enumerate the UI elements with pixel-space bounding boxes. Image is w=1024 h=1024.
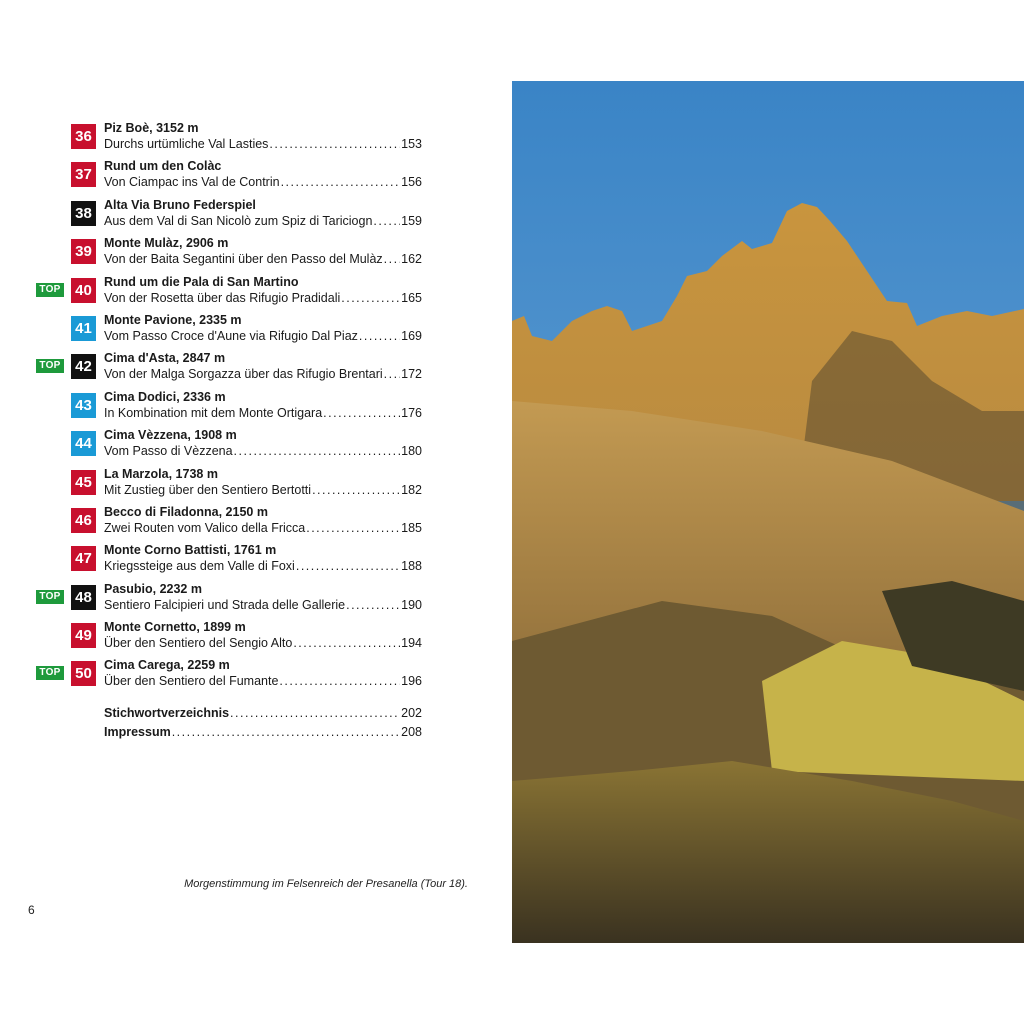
tour-subtitle-line (104, 137, 422, 152)
leader-dots (359, 329, 400, 344)
tour-page-number: 169 (401, 328, 422, 343)
toc-entry[interactable] (36, 313, 426, 351)
toc-entry[interactable] (36, 658, 426, 696)
tour-subtitle: Von der Rosetta über das Rifugio Pradidali (104, 290, 341, 305)
tour-number-badge: 47 (71, 546, 96, 571)
index-label: Stichwortverzeichnis (104, 706, 230, 720)
tour-title: Piz Boè, 3152 m (104, 121, 199, 135)
leader-dots (293, 636, 400, 651)
toc-entry[interactable] (36, 620, 426, 658)
leader-dots (230, 706, 400, 721)
tour-page-number: 188 (401, 559, 422, 574)
toc-entry[interactable] (36, 428, 426, 466)
tour-number-badge: 43 (71, 393, 96, 418)
imprint-entry[interactable] (104, 725, 422, 740)
tour-page-number: 196 (401, 674, 422, 689)
tour-page-number: 156 (401, 175, 422, 190)
tour-number-badge: 45 (71, 470, 96, 495)
tour-title: Monte Pavione, 2335 m (104, 312, 242, 327)
tour-subtitle-line (104, 559, 422, 574)
tour-title: Cima Carega, 2259 m (104, 658, 230, 673)
tour-number-badge: 49 (71, 623, 96, 648)
tour-subtitle: Vom Passo Croce d'Aune via Rifugio Dal Piaz (104, 328, 358, 343)
tour-page-number: 159 (401, 213, 422, 228)
tour-number-badge: 48 (71, 585, 96, 610)
tour-title: La Marzola, 1738 m (104, 466, 218, 481)
toc-entry[interactable] (36, 351, 426, 389)
tour-title: Cima Vèzzena, 1908 m (104, 428, 237, 443)
tour-number-badge: 36 (71, 124, 96, 149)
photo-caption: Morgenstimmung im Felsenreich der Presanella (Tour 18). (184, 878, 468, 890)
tour-title: Monte Cornetto, 1899 m (104, 620, 246, 635)
tour-subtitle-line (104, 444, 422, 459)
imprint-label: Impressum (104, 725, 171, 739)
tour-number-badge: 44 (71, 431, 96, 456)
top-badge: TOP (36, 283, 64, 297)
tour-subtitle-line (104, 291, 422, 306)
tour-title: Pasubio, 2232 m (104, 581, 202, 596)
tour-title: Monte Corno Battisti, 1761 m (104, 543, 277, 558)
tour-page-number: 194 (401, 636, 422, 651)
tour-title: Alta Via Bruno Federspiel (104, 197, 256, 212)
tour-subtitle: Zwei Routen vom Valico della Fricca (104, 520, 306, 535)
tour-subtitle-line (104, 406, 422, 421)
tour-subtitle: Über den Sentiero del Fumante (104, 674, 279, 689)
tour-subtitle-line (104, 252, 422, 267)
leader-dots (234, 444, 401, 459)
mountain-photo (512, 81, 1024, 943)
tour-title: Monte Mulàz, 2906 m (104, 236, 229, 251)
tour-title: Rund um die Pala di San Martino (104, 274, 299, 289)
tour-page-number: 165 (401, 290, 422, 305)
mountain-illustration (512, 81, 1024, 943)
toc-entry[interactable] (36, 543, 426, 581)
toc-entry[interactable] (36, 505, 426, 543)
tour-subtitle: Kriegssteige aus dem Valle di Foxi (104, 559, 295, 574)
leader-dots (341, 291, 400, 306)
tour-subtitle-line (104, 329, 422, 344)
leader-dots (373, 214, 400, 229)
tour-subtitle: Von der Malga Sorgazza über das Rifugio Brentari (104, 367, 383, 382)
tour-page-number: 180 (401, 444, 422, 459)
index-entry[interactable] (104, 706, 422, 721)
top-badge: TOP (36, 590, 64, 604)
leader-dots (384, 252, 400, 267)
tour-page-number: 153 (401, 137, 422, 151)
tour-subtitle: In Kombination mit dem Monte Ortigara (104, 405, 323, 420)
tour-subtitle-line (104, 674, 422, 689)
table-of-contents (36, 121, 426, 697)
tour-subtitle: Von der Baita Segantini über den Passo del Mulàz (104, 252, 383, 267)
tour-number-badge: 42 (71, 354, 96, 379)
leader-dots (312, 483, 400, 498)
leader-dots (296, 559, 400, 574)
tour-page-number: 176 (401, 405, 422, 420)
tour-subtitle: Durchs urtümliche Val Lasties (104, 137, 269, 151)
tour-page-number: 185 (401, 520, 422, 535)
top-badge: TOP (36, 359, 64, 373)
leader-dots (323, 406, 400, 421)
tour-title: Rund um den Colàc (104, 159, 222, 174)
toc-entry[interactable] (36, 236, 426, 274)
tour-page-number: 172 (401, 367, 422, 382)
tour-number-badge: 50 (71, 661, 96, 686)
tour-title: Becco di Filadonna, 2150 m (104, 504, 268, 519)
tour-subtitle: Aus dem Val di San Nicolò zum Spiz di Tariciogn (104, 213, 373, 228)
leader-dots (384, 367, 401, 382)
tour-subtitle: Sentiero Falcipieri und Strada delle Gallerie (104, 597, 346, 612)
toc-entry[interactable] (36, 275, 426, 313)
index-page: 202 (401, 706, 422, 720)
tour-page-number: 190 (401, 597, 422, 612)
top-badge: TOP (36, 666, 64, 680)
tour-number-badge: 39 (71, 239, 96, 264)
tour-number-badge: 46 (71, 508, 96, 533)
toc-entry[interactable] (36, 467, 426, 505)
tour-subtitle: Über den Sentiero del Sengio Alto (104, 636, 293, 651)
page-number: 6 (28, 903, 35, 917)
tour-subtitle-line (104, 598, 422, 613)
leader-dots (281, 175, 401, 190)
leader-dots (346, 598, 400, 613)
tour-subtitle-line (104, 521, 422, 536)
toc-entry[interactable] (36, 198, 426, 236)
tour-subtitle-line (104, 636, 422, 651)
tour-page-number: 182 (401, 482, 422, 497)
leader-dots (279, 674, 400, 689)
tour-subtitle-line (104, 214, 422, 229)
tour-number-badge: 41 (71, 316, 96, 341)
toc-entry[interactable] (36, 159, 426, 197)
tour-subtitle-line (104, 483, 422, 498)
tour-number-badge: 38 (71, 201, 96, 226)
leader-dots (269, 137, 400, 152)
toc-entry[interactable] (36, 390, 426, 428)
tour-subtitle: Von Ciampac ins Val de Contrin (104, 175, 280, 190)
leader-dots (306, 521, 400, 536)
tour-number-badge: 40 (71, 278, 96, 303)
tour-subtitle-line (104, 175, 422, 190)
tour-title: Cima Dodici, 2336 m (104, 389, 226, 404)
tour-subtitle: Vom Passo di Vèzzena (104, 444, 233, 459)
leader-dots (172, 725, 400, 740)
imprint-page: 208 (401, 725, 422, 739)
tour-number-badge: 37 (71, 162, 96, 187)
tour-subtitle-line (104, 367, 422, 382)
toc-entry[interactable] (36, 582, 426, 620)
toc-entry[interactable] (36, 121, 426, 159)
tour-subtitle: Mit Zustieg über den Sentiero Bertotti (104, 482, 312, 497)
tour-title: Cima d'Asta, 2847 m (104, 351, 226, 366)
tour-page-number: 162 (401, 252, 422, 267)
